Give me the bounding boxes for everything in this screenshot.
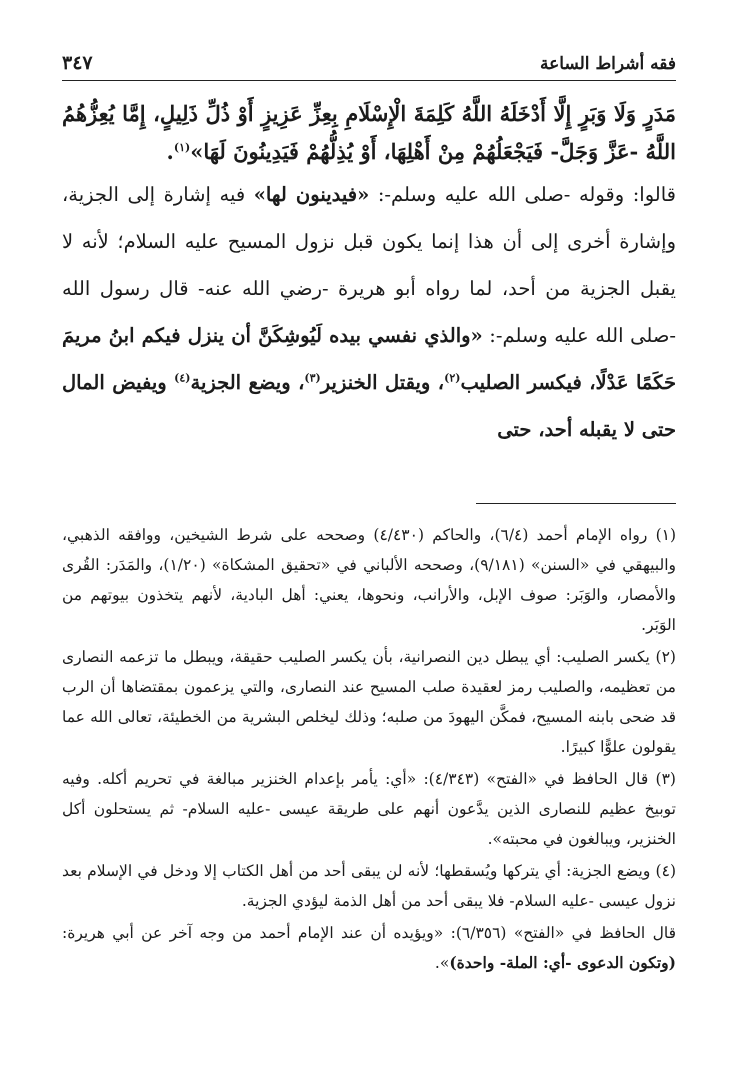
running-title: فقه أشراط الساعة	[540, 54, 676, 74]
footnote-number: (٢)	[655, 648, 676, 666]
commentary-paragraph	[62, 171, 676, 453]
footnote-text: رواه الإمام أحمد (٦/٤)، والحاكم (٤/٤٣٠) وصححه على شرط الشيخين، ووافقه الذهبي، والبيهقي في «السنن» (٩/١٨١)، وصححه الألباني في «تحقيق المشكاة» (١/٢٠)، والمَدَر: القُرى والأمصار، والوَبَر: صوف الإبل، والأرانب، ونحوها، يعني: أهل البادية، لأنهم يتخذون بيوتهم من الوَبَر.	[62, 526, 676, 634]
hadith-quote-part-1: «والذي نفسي بيده لَيُوشِكَنَّ أن ينزل فيكم ابنُ مريمَ حَكَمًا عَدْلًا، فيكسر الصليب	[62, 324, 677, 394]
footnote-1	[62, 520, 676, 640]
hadith-opening: مَدَرٍ وَلَا وَبَرٍ إِلَّا أَدْخَلَهُ اللَّهُ كَلِمَةَ الْإِسْلَامِ بِعِزِّ عَزِيزٍ أَوْ ذُلِّ ذَلِيلٍ، إِمَّا يُعِزُّهُمُ اللَّهُ -عَزَّ وَجَلَّ- فَيَجْعَلُهُمْ مِنْ أَهْلِهَا، أَوْ يُذِلُّهُمْ فَيَدِينُونَ لَهَا»$^{(١)}$.	[62, 101, 676, 164]
footnote-number: (١)	[655, 526, 677, 544]
main-text	[62, 95, 676, 453]
page-header	[62, 48, 676, 74]
footnote-text: يكسر الصليب: أي يبطل دين النصرانية، بأن يكسر الصليب حقيقة، ويبطل ما تزعمه النصارى من تعظيمه، والصليب رمز لعقيدة صلب المسيح عند النصارى، والتي يزعمون بمقتضاها أن الرب قد ضحى بابنه المسيح، فمكَّن اليهودَ من صلبه؛ وذلك ليخلص البشرية من الخطيئة، تعالى الله عما يقولون علوًّا كبيرًا.	[62, 648, 676, 756]
footnotes	[62, 520, 676, 978]
footnote-text: ويضع الجزية: أي يتركها ويُسقطها؛ لأنه لن يبقى أحد من أهل الكتاب إلا ودخل في الإسلام بعد نزول عيسى -عليه السلام- فلا يبقى أحد من أهل الذمة ليؤدي الجزية.	[62, 862, 676, 910]
book-page	[62, 48, 676, 980]
para-explanation: فيه إشارة إلى الجزية، وإشارة أخرى إلى أن هذا إنما يكون قبل نزول المسيح عليه السلام؛ لأنه لا يقبل الجزية من أحد، لما رواه أبو هريرة -رضي الله عنه- قال رسول الله -صلى الله عليه وسلم-:	[62, 183, 676, 347]
hadith-opening-text: مَدَرٍ وَلَا وَبَرٍ إِلَّا أَدْخَلَهُ اللَّهُ كَلِمَةَ الْإِسْلَامِ بِعِزِّ عَزِيزٍ أَوْ ذُلِّ ذَلِيلٍ، إِمَّا يُعِزُّهُمُ اللَّهُ -عَزَّ وَجَلَّ- فَيَجْعَلُهُمْ مِنْ أَهْلِهَا، أَوْ يُذِلُّهُمْ فَيَدِينُونَ لَهَا»	[62, 101, 676, 164]
para-intro: قالوا: وقوله -صلى الله عليه وسلم-:	[369, 183, 676, 206]
hadith-quote-part-4: ويفيض المال حتى لا يقبله أحد، حتى	[62, 371, 676, 441]
footnote-ref-2: (٢)	[444, 371, 461, 385]
footnote-4	[62, 856, 676, 916]
footnote-separator	[476, 503, 676, 504]
header-rule	[62, 80, 676, 81]
footnote-3	[62, 764, 676, 854]
footnote-ref-1: (١)	[173, 141, 191, 154]
footnote-ref-3: (٣)	[304, 371, 321, 385]
footnote-4-continuation	[62, 918, 676, 978]
footnote-number: (٤)	[655, 862, 676, 880]
footnote-text: قال الحافظ في «الفتح» (٦/٣٥٦): «ويؤيده أن عند الإمام أحمد من وجه آخر عن أبي هريرة:	[62, 924, 676, 942]
page-number: ٣٤٧	[62, 52, 93, 74]
footnote-quote: (وتكون الدعوى -أي: الملة- واحدة)	[449, 953, 676, 972]
footnote-number: (٣)	[655, 770, 676, 788]
hadith-quote-part-3: ، ويضع الجزية	[190, 371, 305, 394]
footnote-text-end: ».	[434, 954, 450, 972]
footnote-ref-4: (٤)	[174, 371, 191, 385]
footnote-text: قال الحافظ في «الفتح» (٤/٣٤٣): «أي: يأمر بإعدام الخنزير مبالغة في تحريم أكله. وفيه توبيخ عظيم للنصارى الذين يدَّعون أنهم على طريقة عيسى -عليه السلام- ثم يستحلون أكل الخنزير، ويبالغون في محبته».	[62, 770, 676, 848]
footnote-2	[62, 642, 676, 762]
quote-fayadinun: «فيدينون لها»	[253, 183, 370, 206]
hadith-quote-part-2: ، ويقتل الخنزير	[320, 371, 445, 394]
